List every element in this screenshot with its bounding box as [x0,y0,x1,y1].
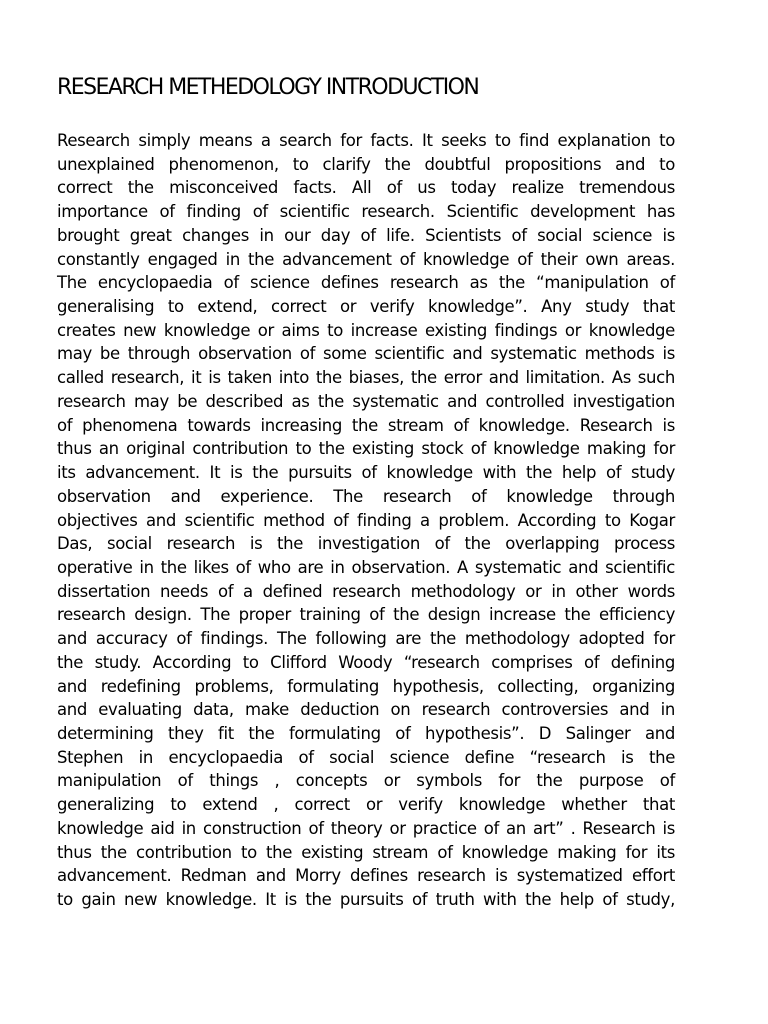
body-line: correct the misconceived facts. All of us today realize tremendous [57,178,675,198]
body-line: Research simply means a search for facts. It seeks to find explanation to [57,131,675,150]
body-line: generalizing to extend , correct or verify knowledge whether that [57,795,675,815]
body-line: thus the contribution to the existing stream of knowledge making for its [57,842,675,862]
body-line: unexplained phenomenon, to clarify the doubtful propositions and to [57,154,675,174]
document-title: RESEARCH METHEDOLOGY INTRODUCTION [57,75,479,100]
body-line: knowledge aid in construction of theory or practice of an art” . Research is [57,818,675,838]
body-line: Stephen in encyclopaedia of social science define “research is the [57,747,675,767]
body-line: The encyclopaedia of science defines research as the “manipulation of [57,273,675,293]
body-line: creates new knowledge or aims to increase existing findings or knowledge [57,320,675,340]
body-line: observation and experience. The research of knowledge through [57,486,675,506]
body-line: called research, it is taken into the biases, the error and limitation. As such [57,368,675,388]
body-line: of phenomena towards increasing the stream of knowledge. Research is [57,415,675,435]
body-line: to gain new knowledge. It is the pursuits of truth with the help of study, [57,890,675,909]
body-line: operative in the likes of who are in observation. A systematic and scientific [57,557,675,577]
body-line: and redefining problems, formulating hypothesis, collecting, organizing [57,676,675,696]
body-line: the study. According to Clifford Woody “research comprises of defining [57,652,675,672]
body-line: its advancement. It is the pursuits of knowledge with the help of study [57,463,675,483]
body-line: research may be described as the systematic and controlled investigation [57,391,675,411]
body-line: may be through observation of some scientific and systematic methods is [57,344,675,364]
body-line: dissertation needs of a defined research methodology or in other words [57,581,675,601]
body-line: determining they fit the formulating of hypothesis”. D Salinger and [57,723,675,743]
body-line: research design. The proper training of the design increase the efficiency [57,605,675,625]
body-line: Das, social research is the investigation of the overlapping process [57,534,675,554]
body-line: brought great changes in our day of life. Scientists of social science is [57,225,675,245]
body-line: importance of finding of scientific research. Scientific development has [57,202,675,222]
body-line: thus an original contribution to the existing stock of knowledge making for [57,439,675,459]
body-line: and evaluating data, make deduction on research controversies and in [57,700,675,720]
body-line: and accuracy of findings. The following are the methodology adopted for [57,629,675,649]
body-line: manipulation of things , concepts or symbols for the purpose of [57,771,675,791]
body-line: advancement. Redman and Morry defines research is systematized effort [57,866,675,886]
body-line: constantly engaged in the advancement of knowledge of their own areas. [57,249,675,269]
body-line: generalising to extend, correct or verify knowledge”. Any study that [57,297,675,317]
document-body [57,129,675,912]
body-line: objectives and scientific method of finding a problem. According to Kogar [57,510,675,530]
